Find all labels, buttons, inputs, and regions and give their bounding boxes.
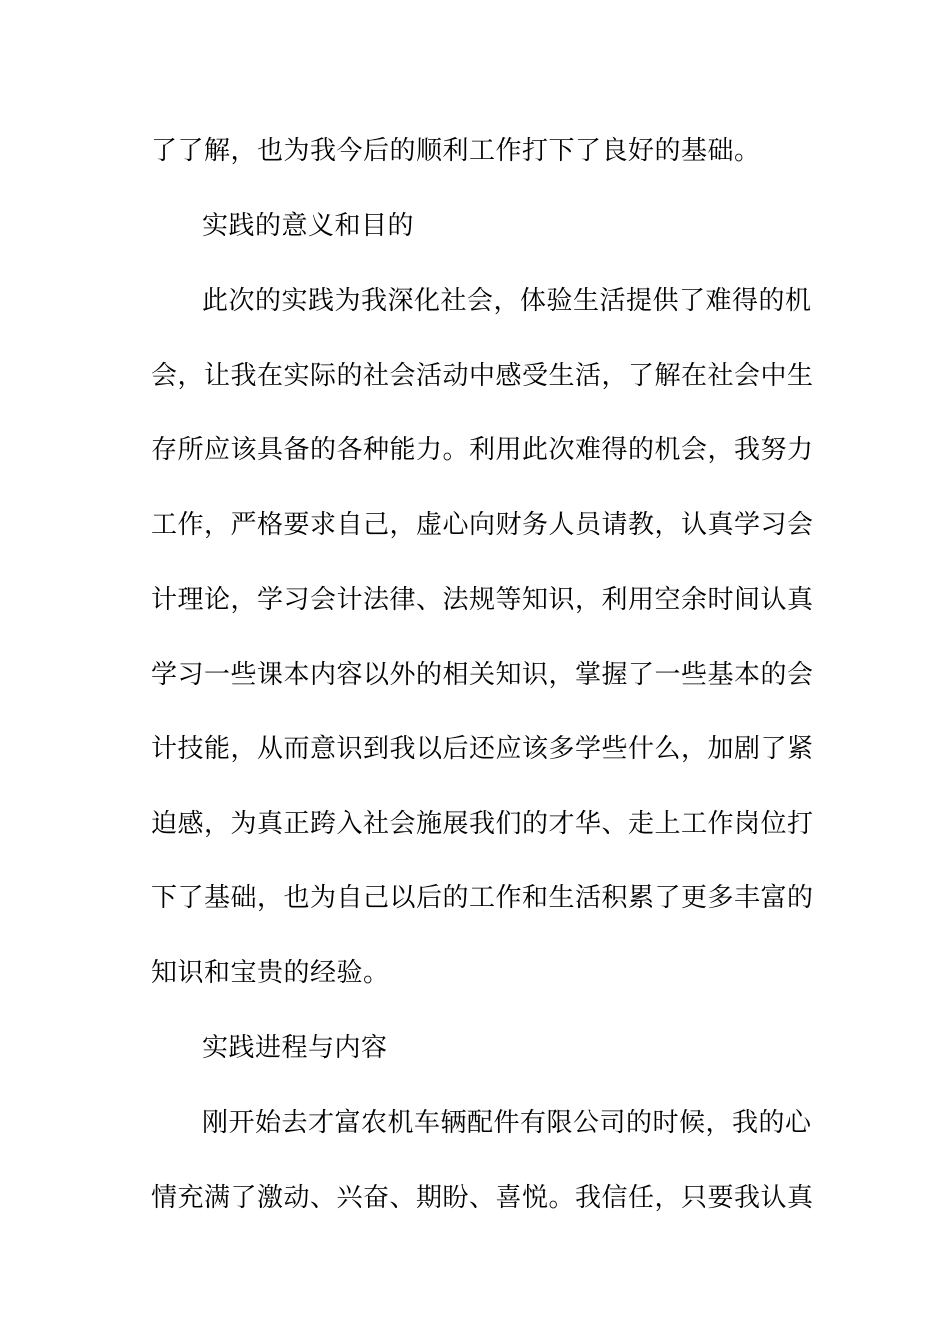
paragraph-line: 计技能，从而意识到我以后还应该多学些什么，加剧了紧 — [151, 734, 814, 764]
section-heading: 实践的意义和目的 — [202, 211, 415, 241]
paragraph-line: 工作，严格要求自己，虚心向财务人员请教，认真学习会 — [151, 510, 814, 540]
paragraph-line: 刚开始去才富农机车辆配件有限公司的时候，我的心 — [202, 1108, 812, 1138]
paragraph-line: 学习一些课本内容以外的相关知识，掌握了一些基本的会 — [151, 660, 814, 690]
section-heading: 实践进程与内容 — [202, 1033, 388, 1063]
paragraph-line: 情充满了激动、兴奋、期盼、喜悦。我信任，只要我认真 — [151, 1183, 814, 1213]
paragraph-line: 存所应该具备的各种能力。利用此次难得的机会，我努力 — [151, 435, 814, 465]
paragraph-line: 计理论，学习会计法律、法规等知识，利用空余时间认真 — [151, 585, 814, 615]
paragraph-line: 迫感，为真正跨入社会施展我们的才华、走上工作岗位打 — [151, 809, 814, 839]
paragraph-line: 会，让我在实际的社会活动中感受生活，了解在社会中生 — [151, 361, 814, 391]
paragraph-line: 下了基础，也为自己以后的工作和生活积累了更多丰富的 — [151, 883, 814, 913]
paragraph-line: 此次的实践为我深化社会，体验生活提供了难得的机 — [202, 286, 812, 316]
paragraph-line: 知识和宝贵的经验。 — [151, 958, 390, 988]
paragraph-line: 了了解，也为我今后的顺利工作打下了良好的基础。 — [151, 136, 761, 166]
